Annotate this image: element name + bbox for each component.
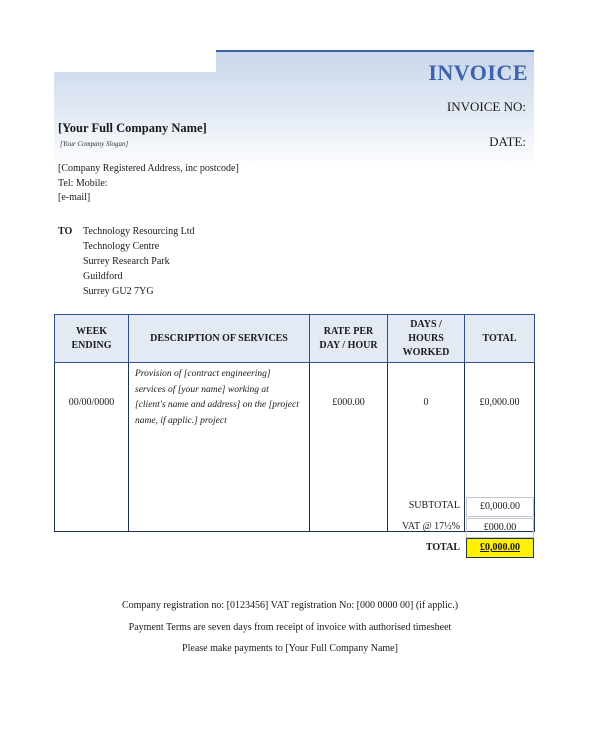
invoice-title: INVOICE [428, 60, 528, 85]
recipient-label: TO [58, 226, 73, 237]
company-contact [58, 162, 239, 206]
vat-label: VAT @ 17½% [401, 521, 460, 532]
registration-note: Company registration no: [0123456] VAT registration No: [000 0000 00] (if applic.) [121, 600, 459, 611]
header-total: TOTAL [465, 315, 535, 363]
payment-terms: Payment Terms are seven days from receipt of invoice with authorised timesheet [128, 622, 452, 633]
recipient-line: Surrey GU2 7YG [83, 286, 154, 297]
subtotal-label: SUBTOTAL [408, 500, 460, 511]
header-description: DESCRIPTION OF SERVICES [129, 315, 310, 363]
invoice-date-label: DATE: [489, 134, 526, 149]
vat-value: £000.00 [466, 518, 534, 538]
total-label: TOTAL [425, 542, 460, 553]
recipient-address [83, 224, 195, 299]
cell-total: £0,000.00 [465, 363, 535, 532]
company-phone: Tel: Mobile: [58, 177, 108, 189]
header-rule [216, 50, 534, 52]
recipient-line: Technology Resourcing Ltd [83, 226, 195, 237]
invoice-number-label: INVOICE NO: [446, 99, 526, 114]
subtotal-value: £0,000.00 [466, 497, 534, 517]
company-address: [Company Registered Address, inc postcode] [58, 163, 239, 174]
cell-week-ending: 00/00/0000 [55, 363, 129, 532]
recipient-line: Guildford [83, 271, 123, 282]
header-notch [54, 50, 216, 72]
recipient-line: Surrey Research Park [83, 256, 170, 267]
cell-days: 0 [388, 363, 465, 532]
header-rate: RATE PER DAY / HOUR [310, 315, 388, 363]
recipient-line: Technology Centre [83, 241, 160, 252]
company-email: [e-mail] [58, 192, 91, 203]
total-value: £0,000.00 [466, 538, 534, 558]
table-row [55, 363, 535, 532]
payment-instructions: Please make payments to [Your Full Company Name] [182, 643, 398, 654]
services-table [54, 314, 535, 532]
header-week-ending: WEEK ENDING [55, 315, 129, 363]
header-days-hours: DAYS / HOURS WORKED [388, 315, 465, 363]
cell-rate: £000.00 [310, 363, 388, 532]
company-slogan: [Your Company Slogan] [60, 140, 129, 148]
cell-description: Provision of [contract engineering] services of [your name] working at [client's name and address] on the [project name, if applic.] project [129, 363, 310, 532]
company-name: [Your Full Company Name] [58, 121, 207, 135]
table-header-row [55, 315, 535, 363]
